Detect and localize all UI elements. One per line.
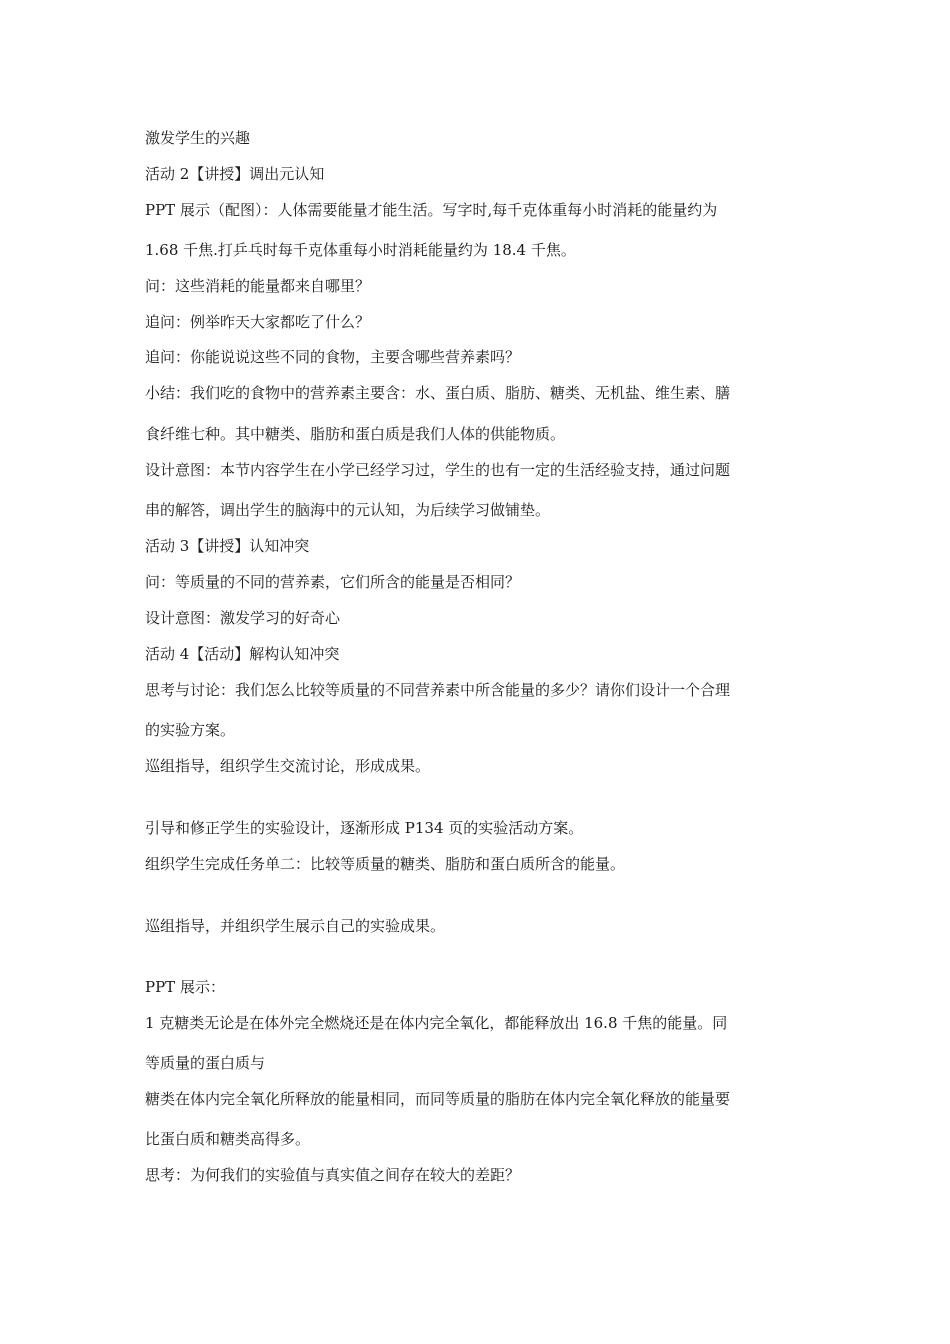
- text-line: 串的解答，调出学生的脑海中的元认知，为后续学习做铺垫。: [145, 501, 551, 519]
- text-line: 追问：你能说说这些不同的食物，主要含哪些营养素吗？: [145, 348, 521, 366]
- text-line: 的实验方案。: [145, 721, 236, 739]
- text-line: 激发学生的兴趣: [145, 129, 251, 147]
- text-line: 1 克糖类无论是在体外完全燃烧还是在体内完全氧化，都能释放出 16.8 千焦的能量。同: [145, 1014, 728, 1032]
- activity-heading: 活动 2【讲授】调出元认知: [145, 165, 325, 183]
- text-line: 设计意图：本节内容学生在小学已经学习过，学生的也有一定的生活经验支持，通过问题: [145, 461, 731, 479]
- text-line: 组织学生完成任务单二：比较等质量的糖类、脂肪和蛋白质所含的能量。: [145, 855, 626, 873]
- activity-heading: 活动 4【活动】解构认知冲突: [145, 645, 340, 663]
- text-line: PPT 展示（配图）：人体需要能量才能生活。写字时,每千克体重每小时消耗的能量约为: [145, 201, 718, 219]
- text-line: 引导和修正学生的实验设计，逐渐形成 P134 页的实验活动方案。: [145, 819, 584, 837]
- text-line: 巡组指导，并组织学生展示自己的实验成果。: [145, 917, 446, 935]
- text-line: 1.68 千焦.打乒乓时每千克体重每小时消耗能量约为 18.4 千焦。: [145, 241, 576, 259]
- text-line: 小结：我们吃的食物中的营养素主要含：水、蛋白质、脂肪、糖类、无机盐、维生素、膳: [145, 384, 731, 402]
- text-line: 糖类在体内完全氧化所释放的能量相同，而同等质量的脂肪在体内完全氧化释放的能量要: [145, 1090, 731, 1108]
- activity-heading: 活动 3【讲授】认知冲突: [145, 537, 310, 555]
- text-line: 追问：例举昨天大家都吃了什么？: [145, 313, 371, 331]
- text-line: 巡组指导，组织学生交流讨论，形成成果。: [145, 757, 431, 775]
- text-line: 等质量的蛋白质与: [145, 1054, 266, 1072]
- text-line: 思考：为何我们的实验值与真实值之间存在较大的差距？: [145, 1166, 521, 1184]
- text-line: 问：等质量的不同的营养素，它们所含的能量是否相同？: [145, 573, 521, 591]
- text-line: 设计意图：激发学习的好奇心: [145, 609, 341, 627]
- text-line: PPT 展示：: [145, 978, 225, 996]
- text-line: 思考与讨论：我们怎么比较等质量的不同营养素中所含能量的多少？请你们设计一个合理: [145, 681, 731, 699]
- text-line: 问：这些消耗的能量都来自哪里？: [145, 277, 371, 295]
- text-line: 比蛋白质和糖类高得多。: [145, 1130, 311, 1148]
- text-line: 食纤维七种。其中糖类、脂肪和蛋白质是我们人体的供能物质。: [145, 425, 566, 443]
